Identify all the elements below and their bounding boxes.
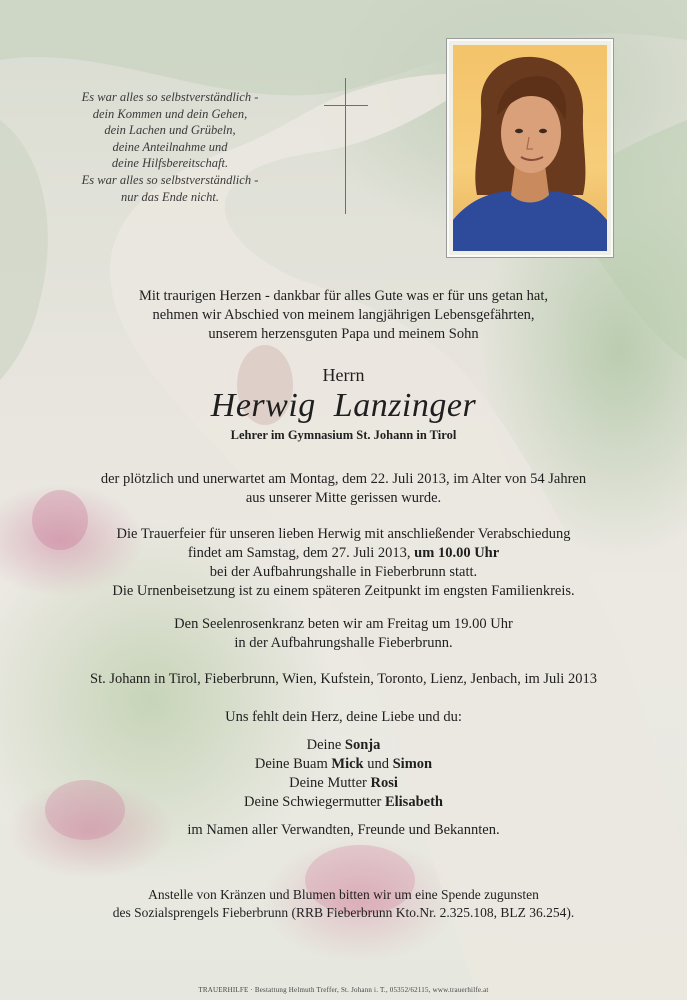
portrait-frame (446, 38, 614, 258)
profession: Lehrer im Gymnasium St. Johann in Tirol (230, 428, 457, 442)
poem-line: deine Anteilnahme und (112, 139, 228, 154)
family-prefix: Deine Mutter (289, 775, 371, 791)
donation-line: Anstelle von Kränzen und Blumen bitten wir um eine Spende zugunsten (148, 887, 539, 902)
poem-line: dein Kommen und dein Gehen, (92, 106, 248, 121)
ceremony-line: Die Urnenbeisetzung ist zu einem späteren Zeitpunkt im engsten Familienkreis. (112, 583, 575, 599)
death-line: der plötzlich und unerwartet am Montag, dem 22. Juli 2013, im Alter von 54 Jahren (100, 471, 587, 487)
footer-imprint: TRAUERHILFE · Bestattung Helmuth Treffer, St. Johann i. T., 05352/62115, www.trauerhilfe.at (198, 986, 489, 994)
family-line (40, 736, 647, 755)
salutation: Herrn (322, 365, 365, 385)
family-prefix: Deine Buam (254, 756, 332, 772)
family-name: Rosi (370, 775, 398, 791)
ceremony-line: bei der Aufbahrungshalle in Fieberbrunn statt. (209, 564, 478, 580)
donation-line: des Sozialsprengels Fieberbrunn (RRB Fieberbrunn Kto.Nr. 2.325.108, BLZ 36.254). (112, 905, 575, 920)
intro-line: Mit traurigen Herzen - dankbar für alles Gute was er für uns getan hat, (138, 288, 549, 304)
poem (40, 89, 300, 205)
family-prefix: Deine (306, 737, 345, 753)
family-conjunction: und (363, 756, 393, 772)
deceased-name: Herwig Lanzinger (210, 387, 477, 424)
heart-line: Uns fehlt dein Herz, deine Liebe und du: (225, 709, 462, 725)
poem-line: dein Lachen und Grübeln, (104, 123, 236, 138)
ceremony-info (40, 525, 647, 601)
rosary-line: Den Seelenrosenkranz beten wir am Freitag um 19.00 Uhr (174, 616, 513, 632)
rosary-info (40, 615, 647, 653)
cross-icon-bar (324, 105, 368, 106)
cross-icon (345, 78, 346, 214)
family-name: Sonja (344, 737, 381, 753)
family-name: Simon (392, 756, 433, 772)
family-line (40, 774, 647, 793)
ceremony-line: Die Trauerfeier für unseren lieben Herwig mit anschließender Verabschiedung (116, 526, 571, 542)
poem-line: Es war alles so selbstverständlich - (81, 90, 259, 104)
death-line: aus unserer Mitte gerissen wurde. (245, 490, 442, 506)
rosary-line: in der Aufbahrungshalle Fieberbrunn. (234, 635, 453, 651)
donation-notice (20, 886, 667, 922)
ceremony-date: findet am Samstag, dem 27. Juli 2013, (187, 545, 415, 561)
relatives-line: im Namen aller Verwandten, Freunde und Bekannten. (187, 822, 500, 838)
places-date: St. Johann in Tirol, Fieberbrunn, Wien, Kufstein, Toronto, Lienz, Jenbach, im Juli 2013 (90, 671, 597, 687)
portrait-photo (453, 45, 607, 251)
poem-line: deine Hilfsbereitschaft. (111, 156, 229, 171)
poem-line: nur das Ende nicht. (121, 189, 219, 204)
family-line (40, 793, 647, 812)
poem-line: Es war alles so selbstverständlich - (81, 172, 259, 187)
family-name: Mick (331, 756, 364, 772)
intro-text (40, 287, 647, 344)
ceremony-line (40, 544, 647, 563)
family-line (40, 755, 647, 774)
portrait-illustration (453, 45, 607, 251)
family-prefix: Deine Schwiegermutter (244, 794, 385, 810)
ceremony-time: um 10.00 Uhr (414, 545, 500, 561)
intro-line: nehmen wir Abschied von meinem langjährigen Lebensgefährten, (152, 307, 535, 323)
death-notice (30, 470, 657, 508)
intro-line: unserem herzensguten Papa und meinem Sohn (208, 326, 479, 342)
family-name: Elisabeth (384, 794, 443, 810)
family-list (40, 736, 647, 812)
